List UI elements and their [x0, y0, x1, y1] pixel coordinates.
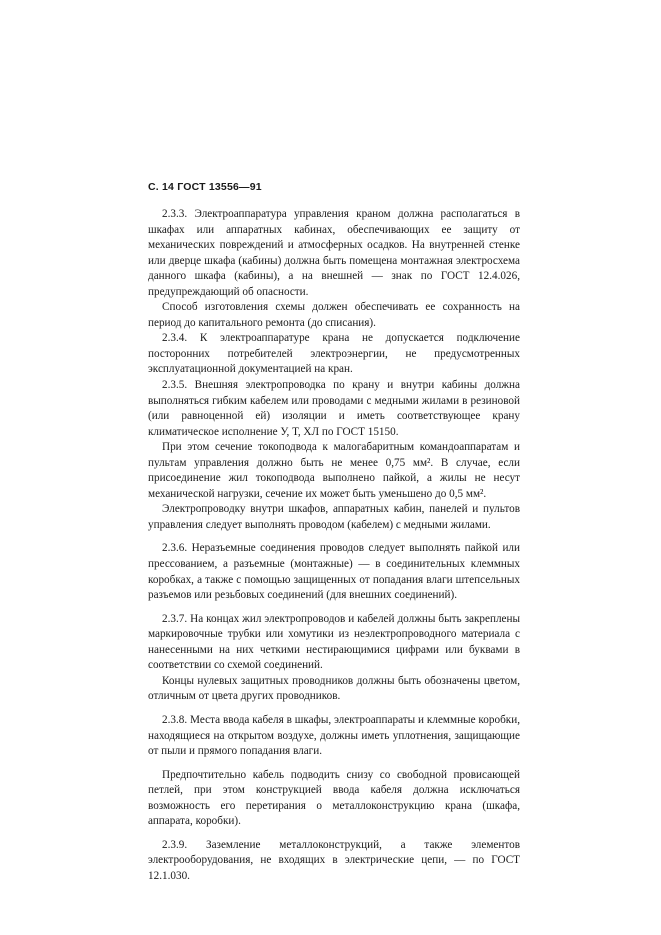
paragraph-2-3-9: 2.3.9. Заземление металлоконструкций, а также элементов электрооборудования, не входящих в электрические цепи, — по ГОСТ 12.1.030. [148, 838, 520, 882]
paragraph-2-3-3: 2.3.3. Электроаппаратура управления краном должна располагаться в шкафах или аппаратных кабинах, обеспечивающих ее защиту от механических повреждений и атмосферных осадков. На внутренней стенке или дверце шкафа (кабины) должна быть помещена монтажная электросхема данного шкафа (кабины), а на внешней — знак по ГОСТ 12.4.026, предупреждающий об опасности. [148, 208, 520, 298]
paragraph-2-3-8: 2.3.8. Места ввода кабеля в шкафы, электроаппараты и клеммные коробки, находящиеся на открытом воздухе, должны иметь уплотнения, защищающие от пыли и прямого попадания влаги. [148, 713, 520, 758]
running-head: С. 14 ГОСТ 13556—91 [148, 181, 262, 193]
paragraph-2-3-8-cable: Предпочтительно кабель подводить снизу со свободной провисающей петлей, при этом конструкцией ввода кабеля должна исключаться возможность его перетирания о металлоконструкцию крана (шкафа, аппарата, коробки). [148, 768, 520, 828]
paragraph-2-3-6: 2.3.6. Неразъемные соединения проводов следует выполнять пайкой или прессованием, а разъемные (монтажные) — в соединительных клеммных коробках, а также с помощью защищенных от попадания влаги штепсельных разъемов или резьбовых соединений (для внешних соединений). [148, 542, 520, 602]
paragraph-2-3-5: 2.3.5. Внешняя электропроводка по крану и внутри кабины должна выполняться гибким кабелем или проводами с медными жилами в резиновой (или равноценной ей) изоляции и иметь соответствующее крану климатическое исполнение У, Т, ХЛ по ГОСТ 15150. [148, 379, 520, 438]
paragraph-2-3-4: 2.3.4. К электроаппаратуре крана не допускается подключение посторонних потребителей электроэнергии, не предусмотренных эксплуатационной документацией на кран. [148, 332, 520, 376]
paragraph-2-3-5-section: При этом сечение токоподвода к малогабаритным командоаппаратам и пультам управления должно быть не менее 0,75 мм². В случае, если присоединение жил токоподвода выполнено пайкой, а жилы не несут механической нагрузки, сечение их может быть уменьшено до 0,5 мм². [148, 441, 520, 500]
document-body [148, 207, 520, 884]
paragraph-2-3-5-internal: Электропроводку внутри шкафов, аппаратных кабин, панелей и пультов управления следует выполнять проводом (кабелем) с медными жилами. [148, 503, 520, 531]
paragraph-2-3-7: 2.3.7. На концах жил электропроводов и кабелей должны быть закреплены маркировочные трубки или хомутики из неэлектропроводного материала с нанесенными на них четкими нестирающимися цифрами или буквами в соответствии со схемой соединений. [148, 612, 520, 672]
paragraph-2-3-3-scheme: Способ изготовления схемы должен обеспечивать ее сохранность на период до капитального ремонта (до списания). [148, 301, 520, 329]
paragraph-2-3-7-neutral: Концы нулевых защитных проводников должны быть обозначены цветом, отличным от цвета других проводников. [148, 674, 520, 703]
